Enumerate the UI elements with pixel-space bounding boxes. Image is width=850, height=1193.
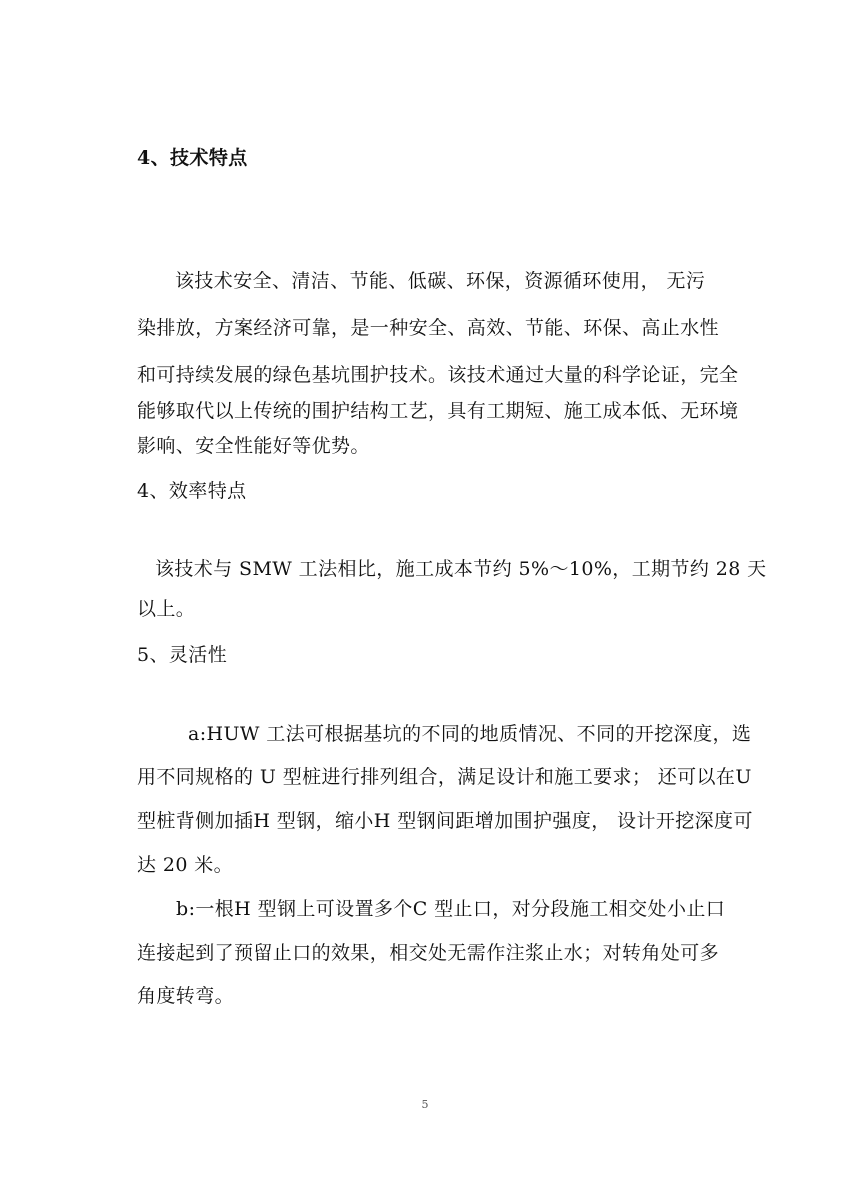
paragraph-line: 连接起到了预留止口的效果，相交处无需作注浆止水；对转角处可多 xyxy=(137,942,720,964)
paragraph-line: 达 20 米。 xyxy=(137,854,234,876)
paragraph-line: a:HUW 工法可根据基坑的不同的地质情况、不同的开挖深度，选 xyxy=(188,723,752,745)
paragraph-line: 影响、安全性能好等优势。 xyxy=(137,435,370,457)
section-heading-technical-features: 4、技术特点 xyxy=(137,147,248,169)
page-number: 5 xyxy=(421,1098,429,1111)
section-heading-efficiency-features: 4、效率特点 xyxy=(137,480,247,502)
paragraph-line: 以上。 xyxy=(137,598,196,620)
paragraph-line: 和可持续发展的绿色基坑围护技术。该技术通过大量的科学论证，完全 xyxy=(137,364,739,386)
paragraph-line: 角度转弯。 xyxy=(137,985,235,1007)
paragraph-line: 染排放，方案经济可靠，是一种安全、高效、节能、环保、高止水性 xyxy=(137,317,720,339)
paragraph-line: 型桩背侧加插H 型钢，缩小H 型钢间距增加围护强度， 设计开挖深度可 xyxy=(137,810,753,832)
paragraph-line: b:一根H 型钢上可设置多个C 型止口，对分段施工相交处小止口 xyxy=(176,898,726,920)
paragraph-line: 能够取代以上传统的围护结构工艺，具有工期短、施工成本低、无环境 xyxy=(137,400,739,422)
paragraph-line: 该技术安全、清洁、节能、低碳、环保，资源循环使用， 无污 xyxy=(175,270,706,292)
paragraph-line: 该技术与 SMW 工法相比，施工成本节约 5%～10%，工期节约 28 天 xyxy=(155,558,767,580)
paragraph-line: 用不同规格的 U 型桩进行排列组合，满足设计和施工要求； 还可以在U xyxy=(137,766,752,788)
section-heading-flexibility: 5、灵活性 xyxy=(137,644,228,666)
